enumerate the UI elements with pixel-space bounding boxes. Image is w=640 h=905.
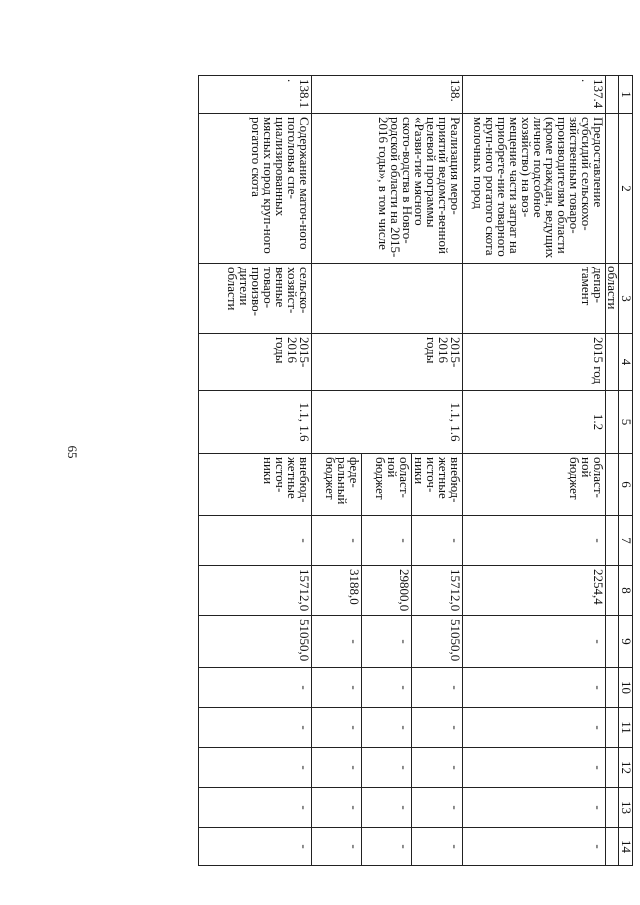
item-goals: 1.1, 1.6	[312, 391, 463, 454]
header-row	[619, 76, 633, 866]
item-period: 2015-2016 годы	[312, 334, 463, 391]
value-cell: -	[312, 668, 362, 708]
value-cell: 3188,0	[312, 566, 362, 616]
value-cell: -	[362, 748, 412, 788]
value-cell: 29800,0	[362, 566, 412, 616]
item-source: внебюд-жетные источ-ники	[412, 454, 463, 516]
item-executor: депар-тамент	[463, 264, 606, 334]
value-cell: -	[312, 788, 362, 828]
value-cell: 2254,4	[463, 566, 606, 616]
value-cell: -	[463, 516, 606, 566]
value-cell: -	[312, 748, 362, 788]
continuation-row	[606, 76, 619, 866]
value-cell: -	[463, 788, 606, 828]
header-cell: 9	[619, 616, 633, 668]
value-cell: -	[463, 616, 606, 668]
value-cell: -	[463, 828, 606, 866]
executor-continuation: области	[606, 264, 619, 334]
value-cell: -	[412, 788, 463, 828]
header-cell: 6	[619, 454, 633, 516]
value-cell: 15712,0	[199, 566, 312, 616]
value-cell: -	[412, 708, 463, 748]
item-number: 138.1.	[199, 76, 312, 114]
header-cell: 5	[619, 391, 633, 454]
value-cell: -	[412, 668, 463, 708]
value-cell: -	[362, 788, 412, 828]
table-row	[412, 76, 463, 866]
value-cell: -	[312, 616, 362, 668]
item-goals: 1.1, 1.6	[199, 391, 312, 454]
value-cell: -	[463, 668, 606, 708]
value-cell: -	[412, 748, 463, 788]
item-number: 137.4.	[463, 76, 606, 114]
value-cell: -	[362, 668, 412, 708]
item-name: Реализация меро-приятий ведомст-венной целевой программы «Разви-тие мясного ското-водства в Новго-родской области на 2015-2016 годы», в том числе	[312, 114, 463, 264]
item-goals: 1.2	[463, 391, 606, 454]
header-cell: 7	[619, 516, 633, 566]
table-row	[199, 76, 312, 866]
header-cell: 13	[619, 788, 633, 828]
value-cell: -	[199, 668, 312, 708]
item-period: 2015-2016 годы	[199, 334, 312, 391]
value-cell: -	[362, 616, 412, 668]
value-cell: -	[412, 828, 463, 866]
item-executor: сельско-хозяйст-венные товаро-произво-дители области	[199, 264, 312, 334]
header-cell: 1	[619, 76, 633, 114]
item-source: област-ной бюджет	[362, 454, 412, 516]
item-source: внебюд-жетные источ-ники	[199, 454, 312, 516]
value-cell: -	[199, 788, 312, 828]
value-cell: -	[199, 748, 312, 788]
header-cell: 3	[619, 264, 633, 334]
header-cell: 11	[619, 708, 633, 748]
value-cell: -	[199, 708, 312, 748]
header-cell: 12	[619, 748, 633, 788]
rotated-table-wrapper	[108, 75, 633, 865]
value-cell: -	[312, 828, 362, 866]
item-executor	[312, 264, 463, 334]
budget-table	[198, 75, 633, 866]
value-cell: 51050,0	[412, 616, 463, 668]
item-name: Предоставление субсидий сельскохо-зяйственным товаро-производителям области (кроме граждан, ведущих личное подсобное хозяйство) на воз-мещение части затрат на приобрете-ние товарного круп-ного рогатого скота молочных пород	[463, 114, 606, 264]
value-cell: 51050,0	[199, 616, 312, 668]
header-cell: 14	[619, 828, 633, 866]
value-cell: -	[312, 516, 362, 566]
value-cell: 15712,0	[412, 566, 463, 616]
value-cell: -	[362, 516, 412, 566]
value-cell: -	[199, 516, 312, 566]
value-cell: -	[463, 748, 606, 788]
item-source: феде-ральный бюджет	[312, 454, 362, 516]
page-number: 65	[65, 445, 80, 459]
item-name: Содержание маточ-ного поголовья спе-циализированных мясных пород круп-ного рогатого скота	[199, 114, 312, 264]
header-cell: 10	[619, 668, 633, 708]
item-source: област-ной бюджет	[463, 454, 606, 516]
value-cell: -	[312, 708, 362, 748]
header-cell: 2	[619, 114, 633, 264]
header-cell: 4	[619, 334, 633, 391]
value-cell: -	[362, 828, 412, 866]
value-cell: -	[199, 828, 312, 866]
value-cell: -	[362, 708, 412, 748]
item-period: 2015 год	[463, 334, 606, 391]
value-cell: -	[463, 708, 606, 748]
table-row	[463, 76, 606, 866]
header-cell: 8	[619, 566, 633, 616]
item-number: 138.	[312, 76, 463, 114]
value-cell: -	[412, 516, 463, 566]
